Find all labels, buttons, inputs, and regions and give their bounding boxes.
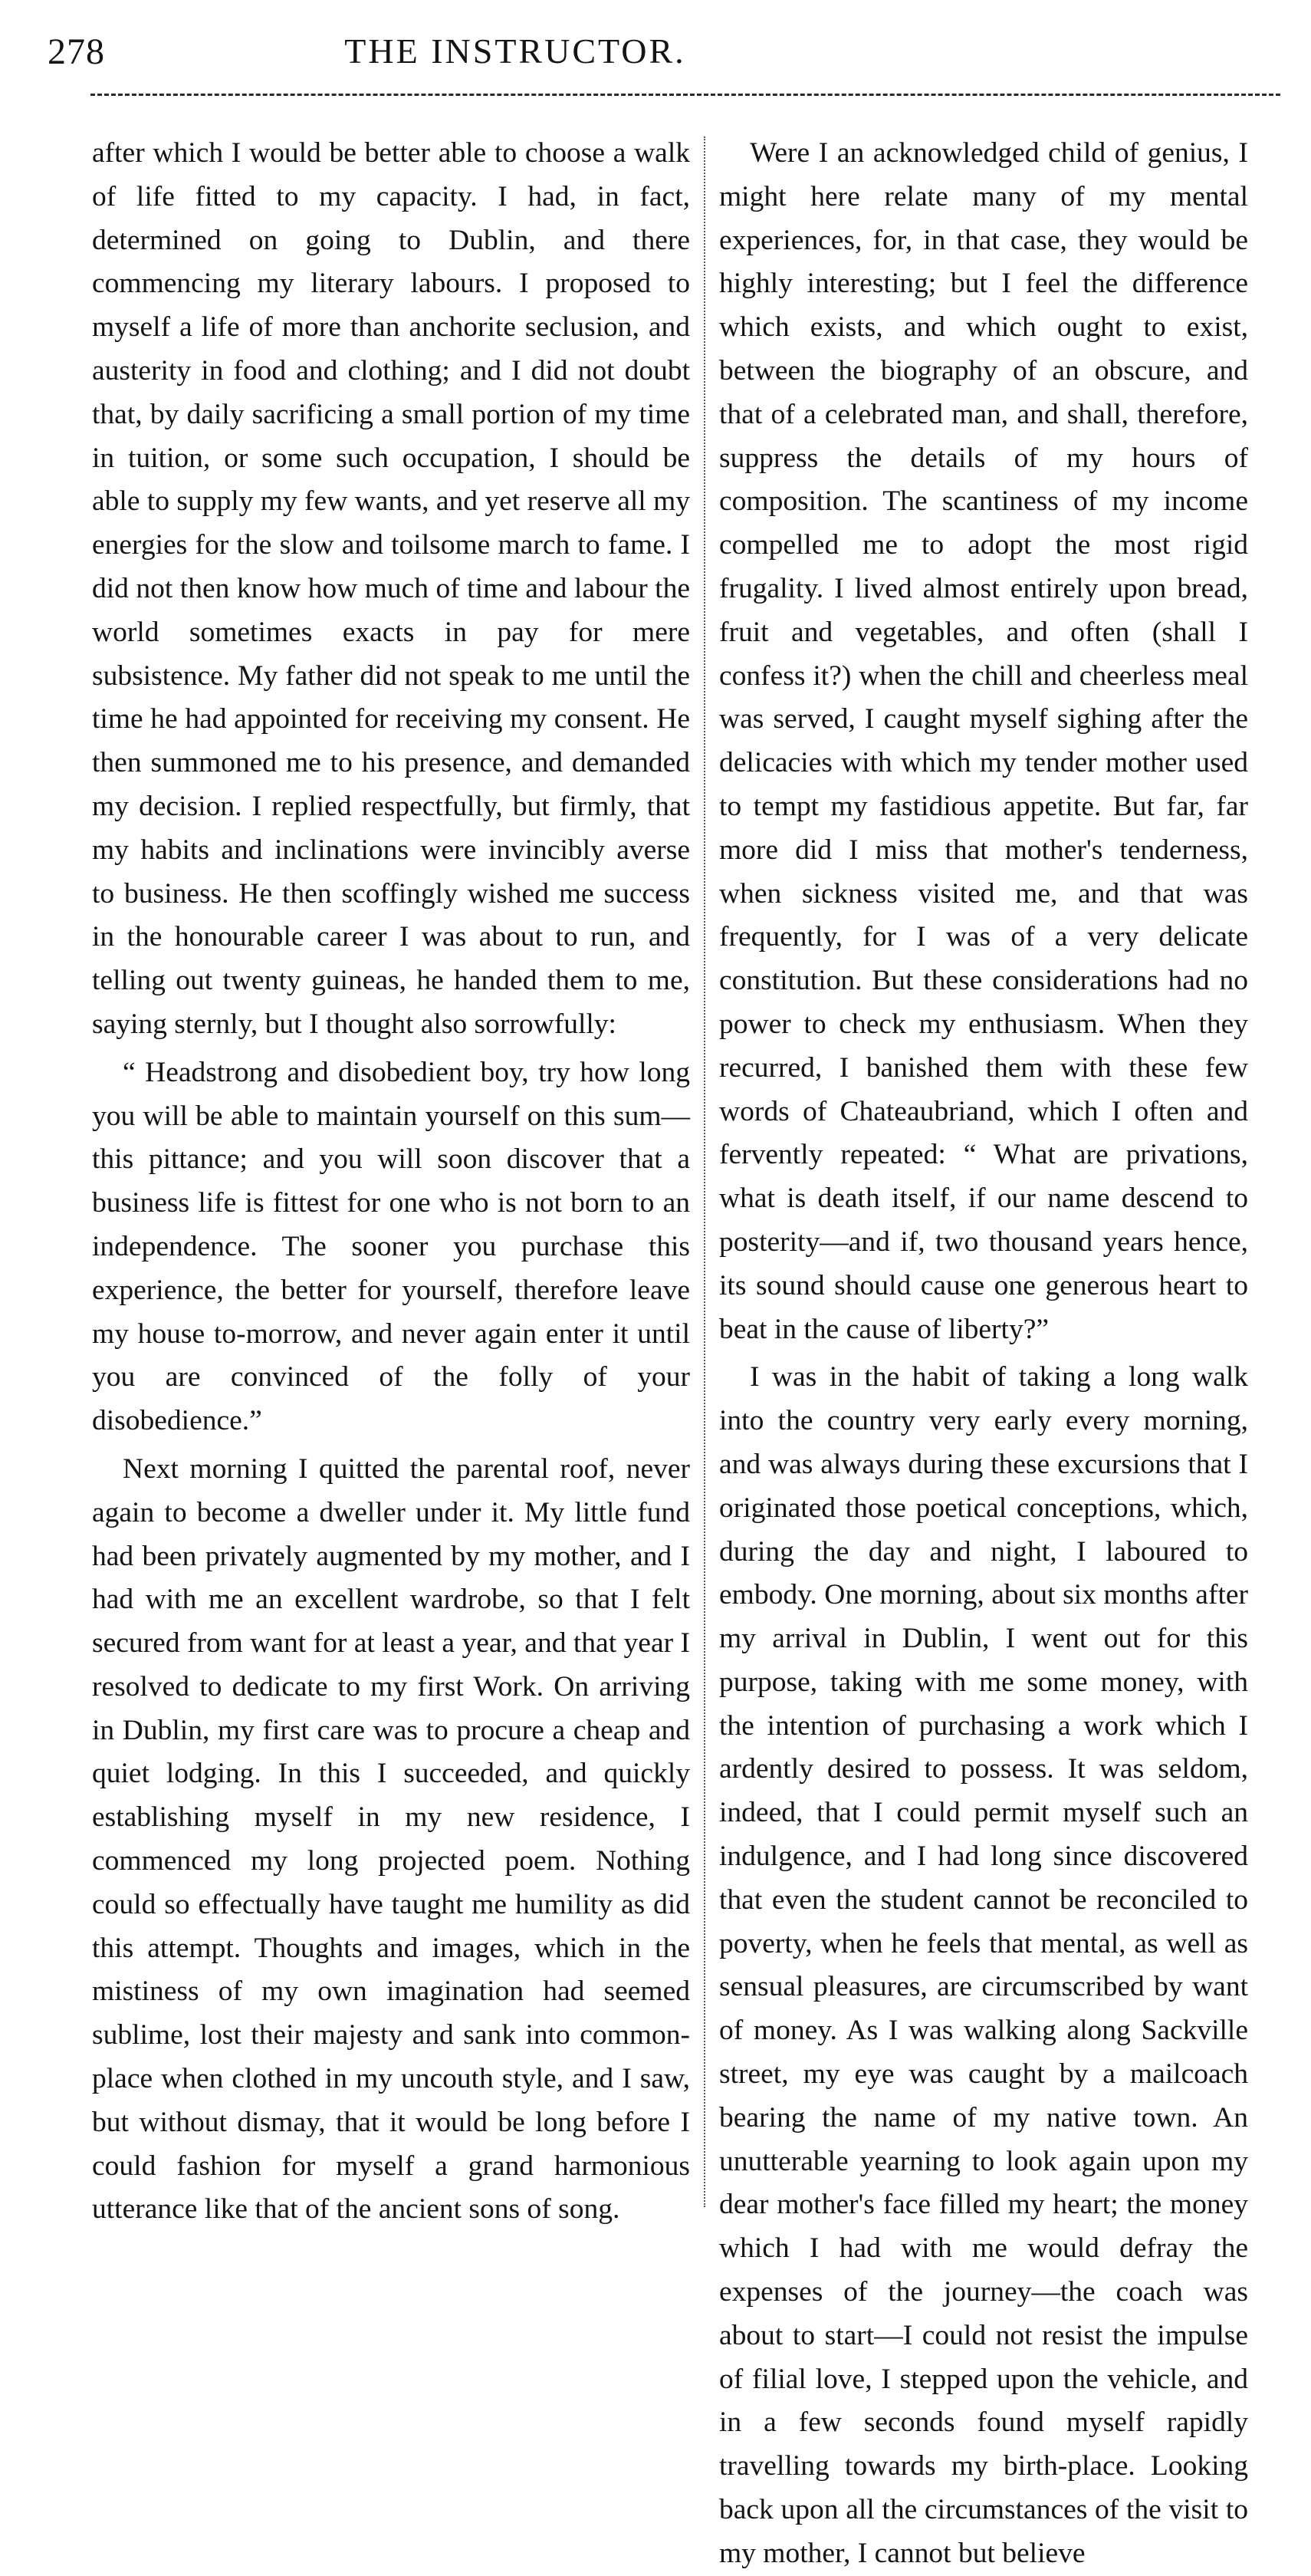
left-paragraph-1: after which I would be better able to choose a walk of life fitted to my capacity. I had, in fact, determined on going to Dublin, and there commencing my literary labours. I proposed to myself a life of more than anchorite seclusion, and austerity in food and clothing; and I did not doubt that, by daily sacrificing a small portion of my time in tuition, or some such occupation, I should be able to supply my few wants, and yet reserve all my energies for the slow and toilsome march to fame. I did not then know how much of time and labour the world sometimes exacts in pay for mere subsistence. My father did not speak to me until the time he had appointed for receiving my consent. He then summoned me to his presence, and demanded my decision. I replied respectfully, but firmly, that my habits and inclinations were invincibly averse to business. He then scoffingly wished me success in the honourable career I was about to run, and telling out twenty guineas, he handed them to me, saying sternly, but I thought also sorrowfully: — [92, 137, 690, 1040]
page-number: 278 — [48, 31, 105, 72]
left-paragraph-3: Next morning I quitted the parental roof, never again to become a dweller under it. My little fund had been privately augmented by my mother, and I had with me an excellent wardrobe, so that I felt secured from want for at least a year, and that year I resolved to dedicate to my first Work. On arriving in Dublin, my first care was to procure a cheap and quiet lodging. In this I succeeded, and quickly establishing myself in my new residence, I commenced my long projected poem. Nothing could so effectually have taught me humility as did this attempt. Thoughts and images, which in the mistiness of my own imagination had seemed sublime, lost their majesty and sank into common-place when clothed in my uncouth style, and I saw, but without dismay, that it would be long before I could fashion for myself a grand harmonious utterance like that of the ancient sons of song. — [92, 1452, 690, 2226]
header-rule — [90, 94, 1280, 96]
right-paragraph-1: Were I an acknowledged child of genius, I might here relate many of my mental experiences, for, in that case, they would be highly interesting; but I feel the difference which exists, and which ought to exist, between the biography of an obscure, and that of a celebrated man, and shall, therefore, suppress the details of my hours of composition. The scantiness of my income compelled me to adopt the most rigid frugality. I lived almost entirely upon bread, fruit and vegetables, and often (shall I confess it?) when the chill and cheerless meal was served, I caught myself sighing after the delicacies with which my tender mother used to tempt my fastidious appetite. But far, far more did I miss that mother's tenderness, when sickness visited me, and that was frequently, for I was of a very delicate constitution. But these considerations had no power to check my enthusiasm. When they recurred, I banished them with these few words of Chateaubriand, which I often and fervently repeated: “ What are privations, what is death itself, if our name descend to posterity—and if, two thousand years hence, its sound should cause one generous heart to beat in the cause of liberty?” — [719, 137, 1248, 1345]
right-paragraph-2: I was in the habit of taking a long walk into the country very early every morning, and was always during these excursions that I originated those poetical conceptions, which, during the day and night, I laboured to embody. One morning, about six months after my arrival in Dublin, I went out for this purpose, taking with me some money, with the intention of purchasing a work which I ardently desired to possess. It was seldom, indeed, that I could permit myself such an indulgence, and I had long since discovered that even the student cannot be reconciled to poverty, when he feels that mental, as well as sensual pleasures, are circumscribed by want of money. As I was walking along Sackville street, my eye was caught by a mailcoach bearing the name of my native town. An unutterable yearning to look again upon my dear mother's face filled my heart; the money which I had with me would defray the expenses of the journey—the coach was about to start—I could not resist the impulse of filial love, I stepped upon the vehicle, and in a few seconds found myself rapidly travelling towards my birth-place. Looking back upon all the circumstances of the visit to my mother, I cannot but believe — [719, 1361, 1248, 2569]
left-column — [92, 132, 690, 2232]
running-title: THE INSTRUCTOR. — [344, 31, 686, 71]
right-column — [719, 132, 1248, 2576]
page-header — [48, 31, 1267, 77]
column-divider — [704, 137, 705, 2207]
left-paragraph-2: “ Headstrong and disobedient boy, try how long you will be able to maintain yourself on this sum—this pittance; and you will soon discover that a business life is fittest for one who is not born to an independence. The sooner you purchase this experience, the better for yourself, therefore leave my house to-morrow, and never again enter it until you are convinced of the folly of your disobedience.” — [92, 1056, 690, 1437]
